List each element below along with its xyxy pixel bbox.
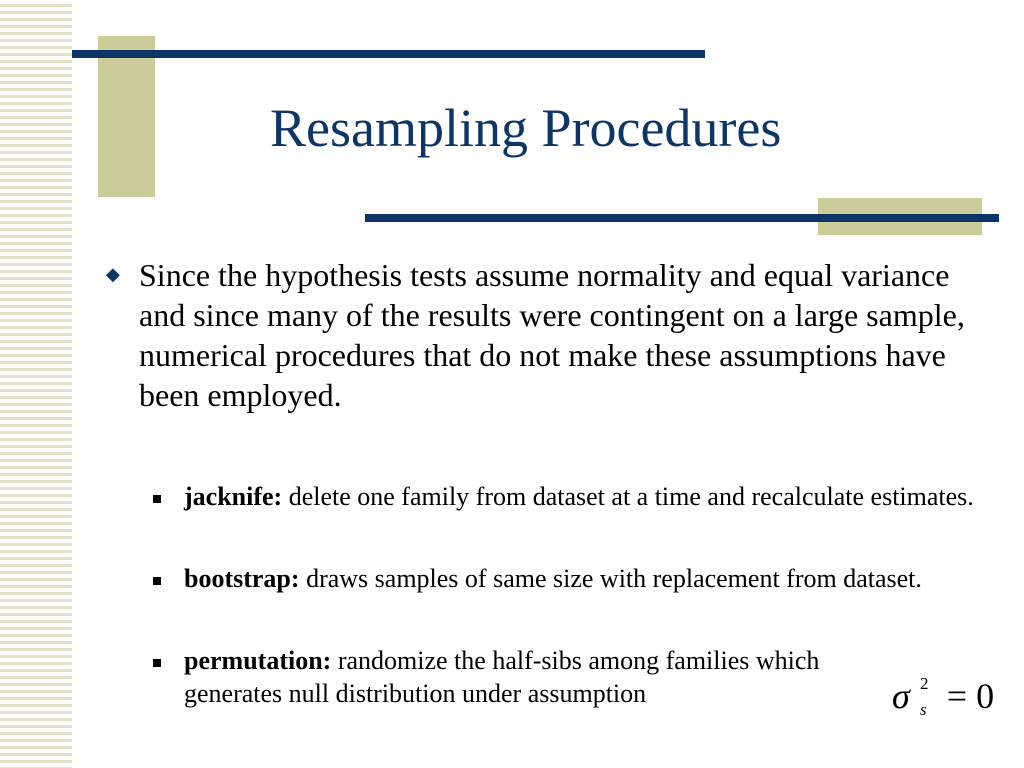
formula-subscript: s xyxy=(920,700,927,719)
slide-title: Resampling Procedures xyxy=(270,98,782,158)
square-bullet-icon xyxy=(153,495,161,503)
term-description: delete one family from dataset at a time and recalculate estimates. xyxy=(282,482,974,511)
left-stripe-decoration xyxy=(0,0,72,768)
term-label: permutation: xyxy=(184,646,332,675)
formula-symbol: σ xyxy=(892,676,910,716)
decorative-line-top xyxy=(72,50,705,58)
square-bullet-icon xyxy=(153,577,161,585)
formula-superscript: 2 xyxy=(920,674,929,693)
list-item-text xyxy=(184,562,984,595)
diamond-bullet-icon: ◆ xyxy=(106,264,120,284)
term-label: bootstrap: xyxy=(184,564,300,593)
square-bullet-icon xyxy=(153,659,161,667)
decorative-block-top xyxy=(98,36,155,197)
list-item-text xyxy=(184,480,984,513)
term-description: randomize the half-sibs among families which generates null distribution under assumption xyxy=(184,646,820,708)
decorative-line-bottom xyxy=(365,214,999,222)
list-item-text xyxy=(184,644,884,710)
formula-rhs: = 0 xyxy=(946,676,995,716)
main-point: Since the hypothesis tests assume normality and equal variance and since many of the results were contingent on a large sample, numerical procedures that do not make these assumptions have been employed. xyxy=(139,257,965,413)
term-label: jacknife: xyxy=(184,482,283,511)
sigma-formula xyxy=(892,674,995,719)
term-description: draws samples of same size with replacement from dataset. xyxy=(299,564,922,593)
